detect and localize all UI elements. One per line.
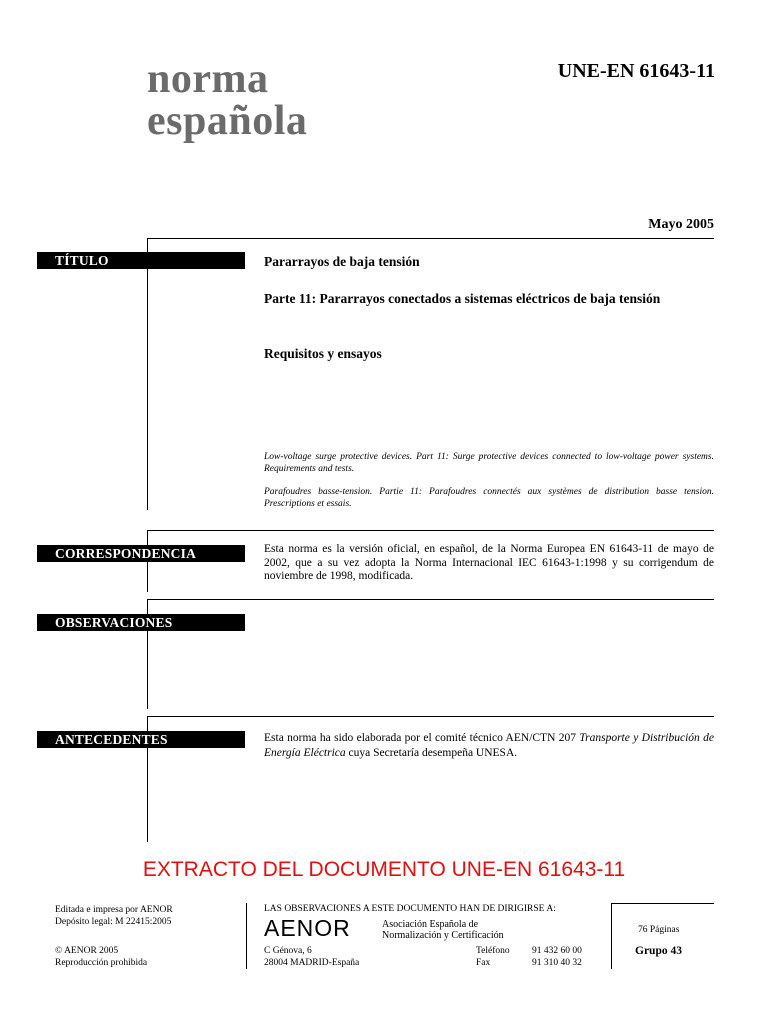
brand-line-2: española [147, 98, 308, 144]
title-english: Low-voltage surge protective devices. Part 11: Surge protective devices connected to low-voltage power systems. Requirements and tests. [264, 452, 714, 474]
footer-editada: Editada e impresa por AENOR [55, 905, 173, 915]
antecedentes-text-c: cuya Secretaría desempeña UNESA. [345, 747, 518, 759]
left-vertical-rule-1 [147, 238, 148, 510]
footer-phone-label: Teléfono [476, 946, 510, 956]
standard-code: UNE-EN 61643-11 [557, 60, 715, 82]
footer-deposito: Depósito legal: M 22415:2005 [55, 916, 172, 927]
antecedentes-text-a: Esta norma ha sido elaborada por el comité técnico AEN/CTN 207 [264, 732, 580, 744]
antecedentes-text-italic: Transporte y Distribución de Energía Eléctrica [264, 732, 715, 759]
footer-reproduccion: Reproducción prohibida [55, 957, 148, 968]
footer-pages-rule [611, 903, 714, 904]
title-line-1: Pararrayos de baja tensión [264, 254, 420, 269]
footer-fax-label: Fax [476, 957, 491, 968]
title-french: Parafoudres basse-tension. Partie 11: Parafoudres connectés aux systèmes de distribution basse tension. Prescriptions et essais. [264, 487, 714, 509]
aenor-association-line-2: Normalización y Certificación [382, 930, 504, 941]
brand-line-1: norma [147, 56, 269, 102]
footer-pages: 76 Páginas [638, 925, 680, 935]
footer-publisher [55, 905, 173, 928]
rule-observaciones [147, 599, 714, 600]
brand-title [147, 58, 307, 142]
footer-copyright-block [55, 946, 147, 969]
rule-antecedentes [147, 716, 714, 717]
footer-send-to: LAS OBSERVACIONES A ESTE DOCUMENTO HAN DE DIRIGIRSE A: [264, 904, 556, 914]
footer-phone-labels [476, 946, 510, 969]
title-line-2: Parte 11: Pararrayos conectados a sistemas eléctricos de baja tensión [264, 291, 661, 306]
footer-phone-values [532, 946, 582, 969]
footer-group: Grupo 43 [635, 945, 682, 957]
section-label-antecedentes: ANTECEDENTES [37, 731, 245, 748]
footer-phone-value: 91 432 60 00 [532, 946, 582, 956]
footer-fax-value: 91 310 40 32 [532, 957, 582, 968]
rule-correspondencia [147, 530, 714, 531]
correspondencia-text: Esta norma es la versión oficial, en español, de la Norma Europea EN 61643-11 de mayo de 2002, que a su vez adopta la Norma Internacional IEC 61643-1:1998 y su corrigendum de noviembre de 1998, modificada. [264, 543, 714, 582]
aenor-association [382, 919, 504, 941]
publication-date: Mayo 2005 [648, 217, 714, 232]
antecedentes-text [264, 731, 714, 761]
section-label-correspondencia: CORRESPONDENCIA [37, 545, 245, 562]
extract-banner: EXTRACTO DEL DOCUMENTO UNE-EN 61643-11 [142, 858, 626, 881]
aenor-association-line-1: Asociación Española de [382, 919, 479, 930]
section-label-observaciones: OBSERVACIONES [37, 614, 245, 631]
section-label-titulo: TÍTULO [37, 252, 245, 269]
footer-copyright: © AENOR 2005 [55, 946, 119, 956]
footer-divider-left [246, 903, 247, 969]
title-line-3: Requisitos y ensayos [264, 346, 382, 361]
footer-divider-right [611, 903, 612, 969]
footer-address-line-1: C Génova, 6 [264, 946, 312, 956]
aenor-logo: AENOR [264, 915, 351, 941]
footer-address [264, 946, 359, 969]
top-rule [147, 238, 714, 239]
footer-address-line-2: 28004 MADRID-España [264, 957, 360, 968]
